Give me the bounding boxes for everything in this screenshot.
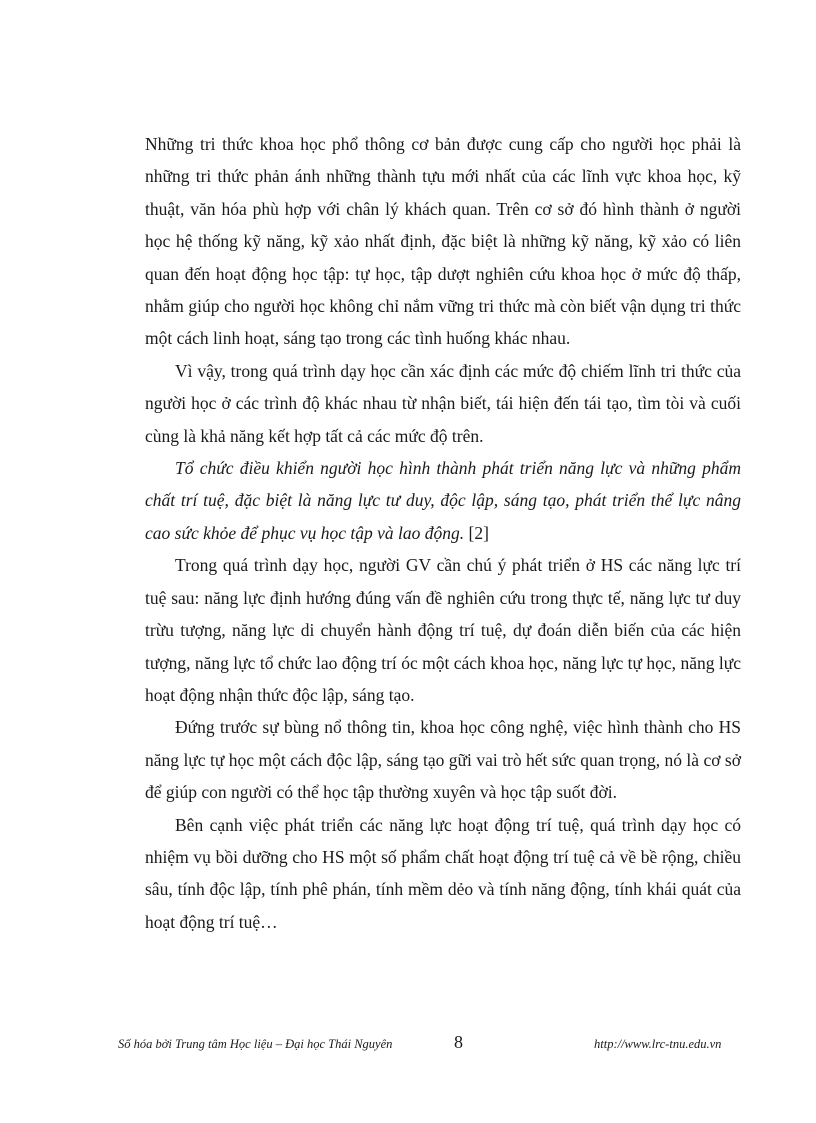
citation-ref: [2] bbox=[464, 522, 489, 543]
paragraph-3-italic-text: Tổ chức điều khiển người học hình thành phát triển năng lực và những phẩm chất trí tuệ, đặc biệt là năng lực tư duy, độc lập, sáng tạo, phát triển thể lực nâng cao sức khỏe để phục vụ học tập và lao động. bbox=[145, 458, 741, 543]
paragraph-3 bbox=[145, 452, 741, 549]
paragraph-5: Đứng trước sự bùng nổ thông tin, khoa học công nghệ, việc hình thành cho HS năng lực tự học một cách độc lập, sáng tạo gữi vai trò hết sức quan trọng, nó là cơ sở để giúp con người có thể học tập thường xuyên và học tập suốt đời. bbox=[145, 717, 741, 803]
paragraph-4: Trong quá trình dạy học, người GV cần chú ý phát triển ở HS các năng lực trí tuệ sau: năng lực định hướng đúng vấn đề nghiên cứu trong thực tế, năng lực tư duy trừu tượng, năng lực di chuyển hành động trí tuệ, dự đoán diễn biến của các hiện tượng, năng lực tổ chức lao động trí óc một cách khoa học, năng lực tự học, năng lực hoạt động nhận thức độc lập, sáng tạo. bbox=[145, 555, 741, 705]
body-text bbox=[145, 128, 741, 938]
footer-url: http://www.lrc-tnu.edu.vn bbox=[594, 1037, 722, 1051]
paragraph-2: Vì vậy, trong quá trình dạy học cần xác định các mức độ chiếm lĩnh tri thức của người học ở các trình độ khác nhau từ nhận biết, tái hiện đến tái tạo, tìm tòi và cuối cùng là khả năng kết hợp tất cả các mức độ trên. bbox=[145, 360, 741, 446]
paragraph-1: Những tri thức khoa học phổ thông cơ bản được cung cấp cho người học phải là những tri thức phản ánh những thành tựu mới nhất của các lĩnh vực khoa học, kỹ thuật, văn hóa phù hợp với chân lý khách quan. Trên cơ sở đó hình thành ở người học hệ thống kỹ năng, kỹ xảo nhất định, đặc biệt là những kỹ năng, kỹ xảo có liên quan đến hoạt động học tập: tự học, tập dượt nghiên cứu khoa học ở mức độ thấp, nhằm giúp cho người học không chỉ nắm vững tri thức mà còn biết vận dụng tri thức một cách linh hoạt, sáng tạo trong các tình huống khác nhau. bbox=[145, 134, 741, 349]
paragraph-6: Bên cạnh việc phát triển các năng lực hoạt động trí tuệ, quá trình dạy học có nhiệm vụ bồi dưỡng cho HS một số phẩm chất hoạt động trí tuệ cả về bề rộng, chiều sâu, tính độc lập, tính phê phán, tính mềm dẻo và tính năng động, tính khái quát của hoạt động trí tuệ… bbox=[145, 814, 741, 932]
footer-source-text: Số hóa bởi Trung tâm Học liệu – Đại học Thái Nguyên bbox=[118, 1037, 393, 1051]
page-number: 8 bbox=[454, 1032, 463, 1052]
